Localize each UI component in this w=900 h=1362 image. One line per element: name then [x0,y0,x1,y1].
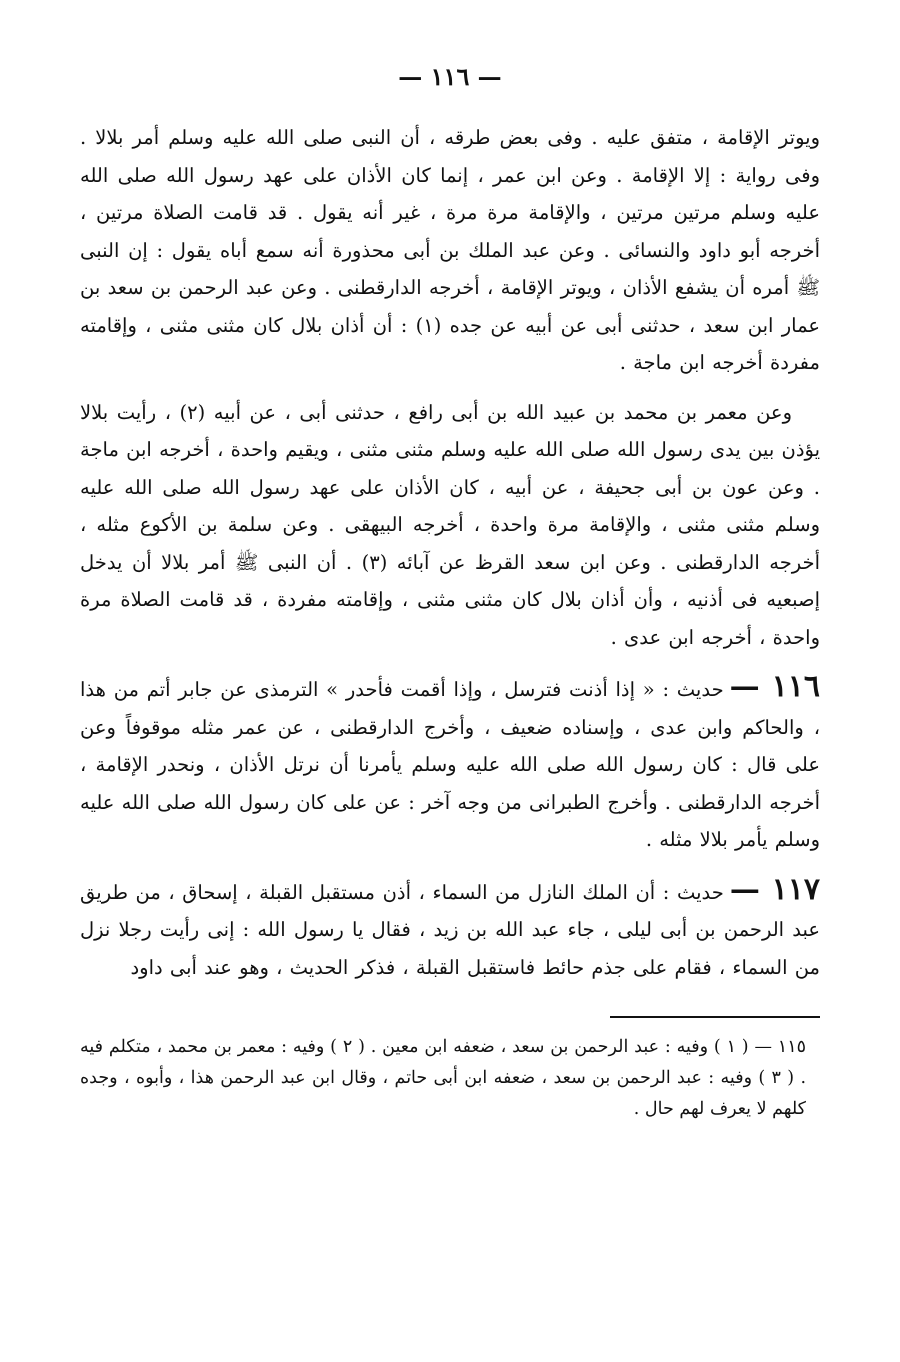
hadith-116-text: حديث : « إذا أذنت فترسل ، وإذا أقمت فأحدر » الترمذى عن جابر أتم من هذا ، والحاكم وابن عدى ، وإسناده ضعيف ، وأخرج الدارقطنى ، عن عمر مثله موقوفاً وعن على قال : كان رسول الله صلى الله عليه وسلم يأمرنا أن نرتل الأذان ، ونحدر الإقامة ، أخرجه الدارقطنى . وأخرج الطبرانى من وجه آخر : عن على كان رسول الله صلى الله عليه وسلم يأمر بلالا مثله . [80,678,820,851]
footnotes: ١١٥ — ( ١ ) وفيه : عبد الرحمن بن سعد ، ضعفه ابن معين . ( ٢ ) وفيه : معمر بن محمد ، متكلم فيه . ( ٣ ) وفيه : عبد الرحمن بن سعد ، ضعفه ابن أبى حاتم ، وقال ابن عبد الرحمن هذا ، وأبوه ، وجده كلهم لا يعرف لهم حال . [80,1037,807,1119]
hadith-116 [80,668,820,859]
hadith-117 [80,871,820,987]
paragraph-1: ويوتر الإقامة ، متفق عليه . وفى بعض طرقه ، أن النبى صلى الله عليه وسلم أمر بلالا . وفى رواية : إلا الإقامة . وعن ابن عمر ، إنما كان الأذان على عهد رسول الله صلى الله عليه وسلم مرتين مرتين ، والإقامة مرة مرة ، غير أنه يقول . قد قامت الصلاة مرتين ، أخرجه أبو داود والنسائى . وعن عبد الملك بن أبى محذورة أنه سمع أباه يقول : إن النبى ﷺ أمره أن يشفع الأذان ، ويوتر الإقامة ، أخرجه الدارقطنى . وعن عبد الرحمن بن سعد بن عمار ابن سعد ، حدثنى أبى عن أبيه عن جده (١) : أن أذان بلال كان مثنى مثنى ، وإقامته مفردة أخرجه ابن ماجة . [80,126,820,374]
paragraph-2: وعن معمر بن محمد بن عبيد الله بن أبى رافع ، حدثنى أبى ، عن أبيه (٢) ، رأيت بلالا يؤذن بين يدى رسول الله صلى الله عليه وسلم مثنى مثنى ، ويقيم واحدة ، أخرجه ابن ماجة . وعن عون بن أبى جحيفة ، عن أبيه ، كان الأذان على عهد رسول الله صلى الله عليه وسلم مثنى مثنى ، والإقامة مرة واحدة ، أخرجه البيهقى . وعن سلمة بن الأكوع مثله ، أخرجه الدارقطنى . وعن ابن سعد القرظ عن آبائه (٣) . أن النبى ﷺ أمر بلالا أن يدخل إصبعيه فى أذنيه ، وأن أذان بلال كان مثنى مثنى ، وإقامته مفردة ، قد قامت الصلاة مرة واحدة ، أخرجه ابن عدى . [80,400,820,649]
page-number: — ١١٦ — [398,62,502,91]
hadith-117-text: حديث : أن الملك النازل من السماء ، أذن مستقبل القبلة ، إسحاق ، من طريق عبد الرحمن بن أبى ليلى ، جاء عبد الله بن زيد ، فقال يا رسول الله : إنى رأيت رجلا نزل من السماء ، فقام على جذم حائط فاستقبل القبلة ، فذكر الحديث ، وهو عند أبى داود [80,880,820,979]
hadith-number-117: ١١٧ — [729,871,820,907]
hadith-number-116: ١١٦ — [729,669,820,704]
footnote-divider [610,1016,820,1018]
